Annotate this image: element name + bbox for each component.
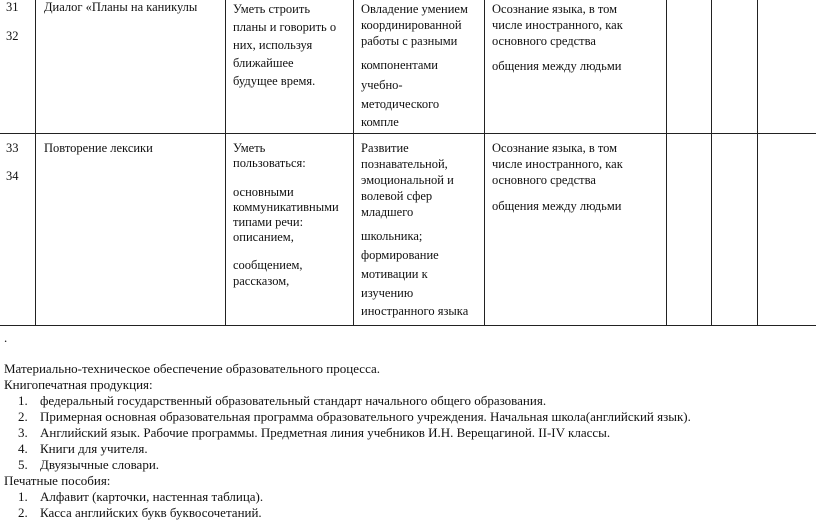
skills-line: пользоваться: — [233, 156, 306, 170]
col-border-3 — [353, 0, 354, 326]
personal-line: Осознание языка, в том — [492, 2, 618, 16]
personal-line: общения между людьми — [492, 199, 622, 213]
table-row1-divider — [0, 133, 816, 134]
col-border-7 — [757, 0, 758, 326]
skills-line: Уметь — [233, 141, 266, 155]
skills-line: основными — [233, 185, 294, 199]
personal-line: общения между людьми — [492, 59, 622, 73]
meta-line: компле — [361, 115, 399, 129]
col-border-2 — [225, 0, 226, 326]
meta-line: изучению — [361, 286, 414, 300]
section-title: Материально-техническое обеспечение образовательного процесса. — [4, 361, 381, 376]
meta-line: методического — [361, 97, 440, 111]
lesson-topic: Повторение лексики — [44, 141, 153, 155]
list-item-text: Двуязычные словари. — [40, 457, 160, 472]
list-item-text: Книги для учителя. — [40, 441, 148, 456]
skills-line: типами речи: — [233, 215, 304, 229]
list-item-text: федеральный государственный образовательный стандарт начального общего образования. — [40, 393, 547, 408]
skills-line: ближайшее — [233, 56, 294, 70]
stray-period: . — [4, 330, 8, 345]
meta-line: младшего — [361, 205, 414, 219]
skills-line: планы и говорить о — [233, 20, 337, 34]
meta-line: работы с разными — [361, 34, 458, 48]
skills-line: описанием, — [233, 230, 294, 244]
lesson-number: 34 — [6, 169, 19, 183]
personal-line: основного средства — [492, 34, 596, 48]
lesson-number: 31 — [6, 0, 19, 14]
lesson-number: 33 — [6, 141, 19, 155]
meta-line: иностранного языка — [361, 304, 469, 318]
meta-line: волевой сфер — [361, 189, 433, 203]
meta-line: эмоциональной и — [361, 173, 454, 187]
meta-line: координированной — [361, 18, 462, 32]
print-products-list — [0, 393, 691, 473]
list-item: 2. Касса английских букв буквосочетаний. — [18, 505, 262, 520]
list-item-text: Английский язык. Рабочие программы. Предметная линия учебников И.Н. Верещагиной. II-IV классы. — [40, 425, 611, 440]
meta-line: формирование — [361, 248, 439, 262]
printed-aids-list — [0, 489, 263, 520]
meta-line: познавательной, — [361, 157, 448, 171]
list-item-text: Алфавит (карточки, настенная таблица). — [40, 489, 264, 504]
skills-line: Уметь строить — [233, 2, 311, 16]
print-products-heading: Книгопечатная продукция: — [4, 377, 153, 392]
col-border-5 — [666, 0, 667, 326]
col-border-6 — [711, 0, 712, 326]
personal-line: Осознание языка, в том — [492, 141, 618, 155]
list-item-text: Касса английских букв буквосочетаний. — [40, 505, 262, 520]
lesson-topic: Диалог «Планы на каникулы — [44, 0, 198, 14]
list-item: 1. федеральный государственный образовательный стандарт начального общего образования. — [18, 393, 547, 408]
lesson-number: 32 — [6, 29, 19, 43]
personal-line: числе иностранного, как — [492, 18, 623, 32]
list-item: 4. Книги для учителя. — [18, 441, 148, 456]
list-item: 1. Алфавит (карточки, настенная таблица). — [18, 489, 264, 504]
printed-aids-heading: Печатные пособия: — [4, 473, 111, 488]
col-border-4 — [484, 0, 485, 326]
list-item: 3. Английский язык. Рабочие программы. Предметная линия учебников И.Н. Верещагиной. II-IV классы. — [18, 425, 611, 440]
list-item-text: Примерная основная образовательная программа образовательного учреждения. Начальная школа(английский язык). — [40, 409, 691, 424]
skills-line: сообщением, — [233, 258, 303, 272]
meta-line: Развитие — [361, 141, 409, 155]
skills-line: коммуникативными — [233, 200, 339, 214]
meta-line: школьника; — [361, 229, 423, 243]
meta-line: учебно- — [361, 78, 403, 92]
meta-line: компонентами — [361, 58, 438, 72]
meta-line: мотивации к — [361, 267, 428, 281]
skills-line: них, используя — [233, 38, 313, 52]
list-item: 2. Примерная основная образовательная программа образовательного учреждения. Начальная школа(английский язык). — [18, 409, 691, 424]
skills-line: будущее время. — [233, 74, 316, 88]
personal-line: основного средства — [492, 173, 596, 187]
skills-line: рассказом, — [233, 274, 290, 288]
meta-line: Овладение умением — [361, 2, 468, 16]
table-bottom-border — [0, 325, 816, 326]
col-border-1 — [35, 0, 36, 326]
personal-line: числе иностранного, как — [492, 157, 623, 171]
list-item: 5. Двуязычные словари. — [18, 457, 160, 472]
